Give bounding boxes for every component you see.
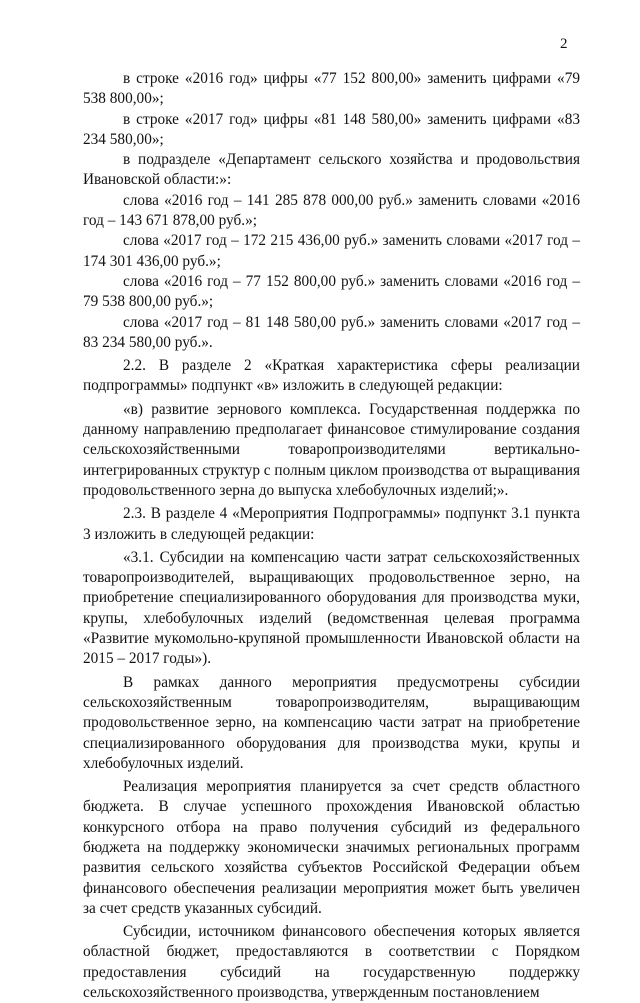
paragraph-measure-scope: В рамках данного мероприятия предусмотрены субсидии сельскохозяйственным товаропроизводителям, выращивающим продовольственное зерно, на компенсацию части затрат на приобретение специализированного оборудования для производства муки, крупы и хлебобулочных изделий. — [83, 673, 580, 772]
paragraph-words-2017-regional: слова «2017 год – 81 148 580,00 руб.» заменить словами «2017 год – 83 234 580,00 руб.». — [83, 313, 580, 351]
document-body — [83, 69, 580, 1003]
paragraph-subsection-department: в подразделе «Департамент сельского хозяйства и продовольствия Ивановской области:»: — [83, 151, 580, 189]
paragraph-section-2-2: 2.2. В разделе 2 «Краткая характеристика сферы реализации подпрограммы» подпункт «в» изложить в следующей редакции: — [83, 357, 580, 395]
paragraph-words-2017-total: слова «2017 год – 172 215 436,00 руб.» заменить словами «2017 год – 174 301 436,00 руб.»; — [83, 232, 580, 270]
paragraph-section-2-3: 2.3. В разделе 4 «Мероприятия Подпрограммы» подпункт 3.1 пункта 3 изложить в следующей редакции: — [83, 505, 580, 543]
paragraph-amend-2016-row: в строке «2016 год» цифры «77 152 800,00» заменить цифрами «79 538 800,00»; — [83, 70, 580, 108]
paragraph-words-2016-total: слова «2016 год – 141 285 878 000,00 руб.» заменить словами «2016 год – 143 671 878,00 руб.»; — [83, 191, 580, 230]
paragraph-subsidies-source: Субсидии, источником финансового обеспечения которых является областной бюджет, предоставляются в соответствии с Порядком предоставления субсидий на государственную поддержку сельскохозяйственного производства, утвержденным постановлением — [83, 923, 580, 1002]
paragraph-grain-complex: «в) развитие зернового комплекса. Государственная поддержка по данному направлению предполагает финансовое стимулирование создания сельскохозяйственными товаропроизводителями вертикально-интегрированных структур с полным циклом производства от выращивания продовольственного зерна до выпуска хлебобулочных изделий;». — [83, 400, 580, 499]
paragraph-words-2016-regional: слова «2016 год – 77 152 800,00 руб.» заменить словами «2016 год – 79 538 800,00 руб.»; — [83, 272, 580, 311]
paragraph-subsidies-3-1: «3.1. Субсидии на компенсацию части затрат сельскохозяйственных товаропроизводителей, выращивающих продовольственное зерно, на приобретение специализированного оборудования для производства муки, крупы, хлебобулочных изделий (ведомственная целевая программа «Развитие мукомольно-крупяной промышленности Ивановской области на 2015 – 2017 годы»). — [83, 548, 580, 668]
paragraph-funding: Реализация мероприятия планируется за счет средств областного бюджета. В случае успешного прохождения Ивановской областью конкурсного отбора на право получения субсидий из федерального бюджета на поддержку экономически значимых региональных программ развития сельского хозяйства субъектов Российской Федерации объем финансового обеспечения реализации мероприятия может быть увеличен за счет средств указанных субсидий. — [83, 778, 580, 917]
page-number: 2 — [560, 36, 568, 52]
paragraph-amend-2017-row: в строке «2017 год» цифры «81 148 580,00» заменить цифрами «83 234 580,00»; — [83, 110, 580, 148]
